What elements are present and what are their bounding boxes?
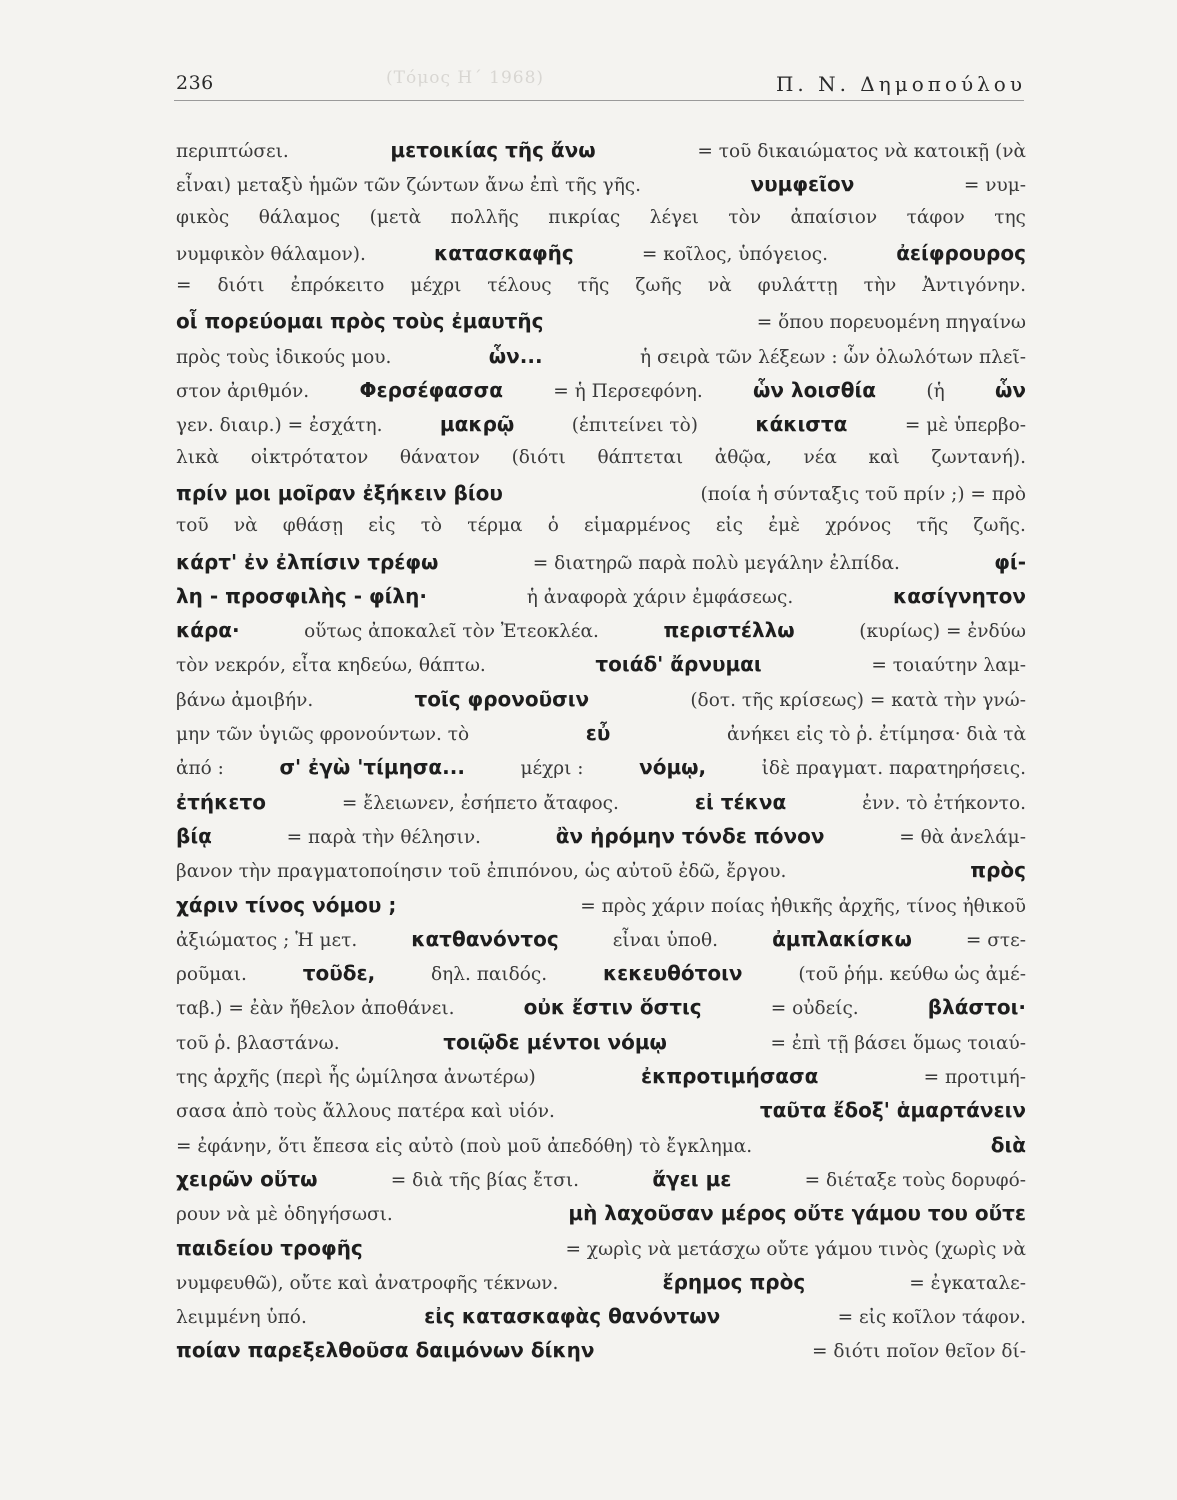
lemma-term: οὐκ ἔστιν ὅστις <box>523 995 702 1020</box>
word: φικὸς <box>176 206 230 228</box>
word: θάπτεται <box>597 446 684 468</box>
gloss-text: = ἐπὶ τῇ βάσει ὅμως τοιαύ- <box>770 1032 1026 1054</box>
word: νὰ <box>707 275 732 297</box>
lemma-term: κάρτ' ἐν ἐλπίσιν τρέφω <box>176 549 439 574</box>
gloss-text: = παρὰ τὴν θέλησιν. <box>286 826 481 848</box>
gloss-text: = οὐδείς. <box>770 998 859 1020</box>
gloss-text: οὕτως ἀποκαλεῖ τὸν Ἐτεοκλέα. <box>304 621 599 643</box>
word: φθάσῃ <box>282 515 344 537</box>
gloss-text: (ποία ἡ σύνταξις τοῦ πρίν ;) = πρὸ <box>700 483 1026 505</box>
gloss-text: ἡ ἀναφορὰ χάριν ἐμφάσεως. <box>526 586 794 608</box>
lemma-term: περιστέλλω <box>663 618 795 643</box>
lemma-term: ἄγει με <box>652 1166 732 1191</box>
commentary-text <box>176 138 1026 1373</box>
gloss-text: ἀξιώματος ; Ἡ μετ. <box>176 929 358 951</box>
lemma-term: διὰ <box>990 1132 1026 1157</box>
page-number: 236 <box>176 72 214 94</box>
text-line <box>176 172 1026 206</box>
gloss-text: (δοτ. τῆς κρίσεως) = κατὰ τὴν γνώ- <box>690 689 1026 711</box>
text-line <box>176 893 1026 927</box>
text-line <box>176 241 1026 275</box>
gloss-text: = θὰ ἀνελάμ- <box>899 826 1026 848</box>
gloss-text: της ἀρχῆς (περὶ ἧς ὡμίλησα ἀνωτέρω) <box>176 1067 536 1089</box>
lemma-term: κατθανόντος <box>411 926 559 951</box>
gloss-text: ἀνήκει εἰς τὸ ῥ. ἐτίμησα· διὰ τὰ <box>727 724 1026 746</box>
word: μέχρι <box>410 275 462 297</box>
lemma-term: σ' ἐγὼ 'τίμησα... <box>279 755 465 780</box>
text-line <box>176 378 1026 412</box>
lemma-term: εἰ τέκνα <box>694 789 787 814</box>
word: τοῦ <box>176 515 209 537</box>
gloss-text: ἡ σειρὰ τῶν λέξεων : ὧν ὀλωλότων πλεῖ- <box>640 346 1026 368</box>
gloss-text: = διατηρῶ παρὰ πολὺ μεγάλην ἐλπίδα. <box>532 552 900 574</box>
gloss-text: = ὅπου πορευομένη πηγαίνω <box>756 312 1026 334</box>
word: ζωῆς. <box>973 515 1026 537</box>
word: θάνατον <box>399 446 480 468</box>
text-line <box>176 1338 1026 1372</box>
gloss-text: (κυρίως) = ἐνδύω <box>859 621 1026 643</box>
gloss-text: βανον τὴν πραγματοποίησιν τοῦ ἐπιπόνου, ὡς αὐτοῦ ἐδῶ, ἔργου. <box>176 861 787 883</box>
word: τάφον <box>906 206 965 228</box>
lemma-term: κάκιστα <box>755 412 848 437</box>
lemma-term: κατασκαφῆς <box>434 240 574 265</box>
word: τῆς <box>916 515 949 537</box>
text-line <box>176 138 1026 172</box>
lemma-term: ἂν ἠρόμην τόνδε πόνον <box>555 823 825 848</box>
word: χρόνος <box>825 515 892 537</box>
gloss-text: ἰδὲ πραγματ. παρατηρήσεις. <box>761 758 1026 780</box>
word: εἱμαρμένος <box>584 515 691 537</box>
word: τὸν <box>728 206 762 228</box>
word: εἰς <box>715 515 744 537</box>
text-line <box>176 824 1026 858</box>
word: εἰς <box>368 515 396 537</box>
word: πολλῆς <box>450 206 519 228</box>
gloss-text: = ἔλειωνεν, ἐσήπετο ἄταφος. <box>341 792 619 814</box>
text-line <box>176 721 1026 755</box>
gloss-text: στον ἀριθμόν. <box>176 381 310 403</box>
gloss-text: εἶναι ὑποθ. <box>612 929 719 951</box>
text-line <box>176 1098 1026 1132</box>
word: πικρίας <box>548 206 621 228</box>
word: διότι <box>217 275 265 297</box>
gloss-text: ἐνν. τὸ ἐτήκοντο. <box>862 792 1026 814</box>
gloss-text: λειμμένη ὑπό. <box>176 1307 307 1329</box>
word: ἀπαίσιον <box>790 206 878 228</box>
gloss-text: (τοῦ ῥήμ. κεύθω ὡς ἀμέ- <box>798 964 1026 986</box>
text-line <box>176 275 1026 309</box>
text-line <box>176 961 1026 995</box>
word: τὸ <box>420 515 443 537</box>
word: ἐμὲ <box>768 515 801 537</box>
word: καὶ <box>868 446 900 468</box>
running-head-author: Π. Ν. Δημοπούλου <box>775 72 1026 96</box>
lemma-term: νυμφεῖον <box>750 172 855 197</box>
gloss-text: = τοῦ δικαιώματος νὰ κατοικῇ (νὰ <box>697 141 1026 162</box>
gloss-text: μην τῶν ὑγιῶς φρονούντων. τὸ <box>176 724 470 746</box>
gloss-text: = μὲ ὑπερβο- <box>904 415 1026 437</box>
lemma-term: νόμῳ, <box>639 755 707 780</box>
word: της <box>994 206 1026 228</box>
word: (μετὰ <box>369 206 422 228</box>
text-line <box>176 652 1026 686</box>
lemma-term: ἐκπροτιμήσασα <box>640 1064 819 1089</box>
lemma-term: λη - προσφιλὴς - φίλη· <box>176 583 427 608</box>
word: νὰ <box>233 515 258 537</box>
lemma-term: τοιῷδε μέντοι νόμῳ <box>443 1029 667 1054</box>
text-line <box>176 858 1026 892</box>
gloss-text: = διὰ τῆς βίας ἔτσι. <box>390 1169 580 1191</box>
word: τέρμα <box>467 515 523 537</box>
gloss-text: = διέταξε τοὺς δορυφό- <box>804 1169 1026 1191</box>
gloss-text: = προτιμή- <box>923 1067 1026 1089</box>
gloss-text: τοῦ ῥ. βλαστάνω. <box>176 1032 340 1054</box>
word: ἀθῷα, <box>714 446 772 468</box>
gloss-text: = πρὸς χάριν ποίας ἠθικῆς ἀρχῆς, τίνος ἠθικοῦ <box>580 895 1026 917</box>
gloss-text: = κοῖλος, ὑπόγειος. <box>641 243 829 265</box>
text-line <box>176 618 1026 652</box>
lemma-term: εἰς κατασκαφὰς θανόντων <box>424 1304 721 1329</box>
text-line <box>176 995 1026 1029</box>
text-line <box>176 207 1026 241</box>
page-header <box>176 68 1026 100</box>
word: ζωῆς <box>635 275 682 297</box>
text-line <box>176 1236 1026 1270</box>
word: οἰκτρότατον <box>250 446 369 468</box>
gloss-text: σασα ἀπὸ τοὺς ἄλλους πατέρα καὶ υἱόν. <box>176 1101 555 1123</box>
gloss-text: γεν. διαιρ.) = ἐσχάτη. <box>176 415 383 437</box>
gloss-text: δηλ. παιδός. <box>431 964 548 986</box>
lemma-term: οἷ πορεύομαι πρὸς τοὺς ἐμαυτῆς <box>176 309 544 334</box>
text-line <box>176 1133 1026 1167</box>
word: νέα <box>803 446 837 468</box>
lemma-term: ὧν λοισθία <box>753 378 877 403</box>
lemma-term: ἐτήκετο <box>176 789 266 814</box>
lemma-term: παιδείου τροφῆς <box>176 1235 363 1260</box>
gloss-text: πρὸς τοὺς ἰδικούς μου. <box>176 346 392 368</box>
text-line <box>176 447 1026 481</box>
lemma-term: βίᾳ <box>176 823 212 848</box>
text-line <box>176 1064 1026 1098</box>
lemma-term: μακρῷ <box>439 412 515 437</box>
text-line <box>176 1201 1026 1235</box>
text-line <box>176 687 1026 721</box>
word: λέγει <box>649 206 699 228</box>
gloss-text: βάνω ἀμοιβήν. <box>176 689 314 711</box>
text-line <box>176 755 1026 789</box>
gloss-text: νυμφικὸν θάλαμον). <box>176 243 366 265</box>
lemma-term: ἀείφρουρος <box>896 240 1026 265</box>
word: τὴν <box>863 275 897 297</box>
text-line <box>176 1030 1026 1064</box>
text-line <box>176 515 1026 549</box>
lemma-term: χειρῶν οὕτω <box>176 1166 318 1191</box>
word: θάλαμος <box>258 206 341 228</box>
lemma-term: τοῦδε, <box>302 961 376 986</box>
lemma-term: μετοικίας τῆς ἄνω <box>390 138 596 162</box>
lemma-term: ὧν <box>994 378 1026 403</box>
gloss-text: (ἡ <box>926 381 945 403</box>
gloss-text: περιπτώσει. <box>176 141 289 162</box>
gloss-text: μέχρι : <box>520 758 584 780</box>
lemma-term: τοιάδ' ἄρνυμαι <box>595 652 762 677</box>
text-line <box>176 1270 1026 1304</box>
lemma-term: ταῦτα ἔδοξ' ἁμαρτάνειν <box>759 1098 1026 1123</box>
lemma-term: ἀμπλακίσκω <box>772 926 912 951</box>
gloss-text: ταβ.) = ἐὰν ἤθελον ἀποθάνει. <box>176 998 455 1020</box>
text-line <box>176 790 1026 824</box>
lemma-term: κάρα· <box>176 618 240 643</box>
lemma-term: μὴ λαχοῦσαν μέρος οὔτε γάμου του οὔτε <box>568 1201 1026 1226</box>
gloss-text: = διότι ποῖον θεῖον δί- <box>812 1341 1026 1363</box>
word: (διότι <box>511 446 566 468</box>
word: = <box>176 275 192 297</box>
gloss-text: ρουν νὰ μὲ ὁδηγήσωσι. <box>176 1204 393 1226</box>
lemma-term: τοῖς φρονοῦσιν <box>414 686 590 711</box>
lemma-term: ἔρημος πρὸς <box>662 1269 806 1294</box>
gloss-text: νυμφευθῶ), οὔτε καὶ ἀνατροφῆς τέκνων. <box>176 1272 559 1294</box>
lemma-term: βλάστοι· <box>927 995 1026 1020</box>
text-line <box>176 584 1026 618</box>
word: ἐπρόκειτο <box>290 275 385 297</box>
text-line <box>176 309 1026 343</box>
text-line <box>176 1167 1026 1201</box>
text-line <box>176 481 1026 515</box>
gloss-text: (ἐπιτείνει τὸ) <box>571 415 698 437</box>
gloss-text: = ἐγκαταλε- <box>909 1272 1026 1294</box>
gloss-text: ροῦμαι. <box>176 964 247 986</box>
word: φυλάττῃ <box>757 275 838 297</box>
text-line <box>176 412 1026 446</box>
word: τῆς <box>577 275 610 297</box>
lemma-term: κασίγνητον <box>893 583 1026 608</box>
gloss-text: εἶναι) μεταξὺ ἡμῶν τῶν ζώντων ἄνω ἐπὶ τῆς γῆς. <box>176 175 642 197</box>
lemma-term: ποίαν παρεξελθοῦσα δαιμόνων δίκην <box>176 1338 595 1363</box>
text-line <box>176 927 1026 961</box>
lemma-term: φί- <box>994 549 1026 574</box>
bleed-through-text: (Τόμος Η΄ 1968) <box>386 68 545 88</box>
text-line <box>176 344 1026 378</box>
gloss-text: = εἰς κοῖλον τάφον. <box>837 1307 1026 1329</box>
gloss-text: = τοιαύτην λαμ- <box>871 655 1026 677</box>
lemma-term: Φερσέφασσα <box>359 378 503 403</box>
text-line <box>176 550 1026 584</box>
word: Ἀντιγόνην. <box>922 275 1026 297</box>
text-line <box>176 1304 1026 1338</box>
lemma-term: πρίν μοι μοῖραν ἐξήκειν βίου <box>176 480 503 505</box>
lemma-term: κεκευθότοιν <box>602 961 743 986</box>
lemma-term: εὖ <box>585 721 611 746</box>
header-rule <box>174 100 1024 101</box>
gloss-text: = ἐφάνην, ὅτι ἔπεσα εἰς αὐτὸ (ποὺ μοῦ ἀπεδόθη) τὸ ἔγκλημα. <box>176 1135 753 1157</box>
gloss-text: = χωρὶς νὰ μετάσχω οὔτε γάμου τινὸς (χωρὶς νὰ <box>565 1238 1026 1260</box>
gloss-text: = νυμ- <box>963 175 1026 197</box>
gloss-text: = ἡ Περσεφόνη. <box>553 381 703 403</box>
gloss-text: τὸν νεκρόν, εἶτα κηδεύω, θάπτω. <box>176 655 486 677</box>
word: λικὰ <box>176 446 220 468</box>
lemma-term: ὧν... <box>488 343 543 368</box>
lemma-term: πρὸς <box>970 858 1026 883</box>
word: ζωντανή). <box>931 446 1026 468</box>
gloss-text: = στε- <box>965 929 1026 951</box>
gloss-text: ἀπό : <box>176 758 224 780</box>
lemma-term: χάριν τίνος νόμου ; <box>176 892 397 917</box>
word: ὁ <box>547 515 559 537</box>
word: τέλους <box>487 275 552 297</box>
